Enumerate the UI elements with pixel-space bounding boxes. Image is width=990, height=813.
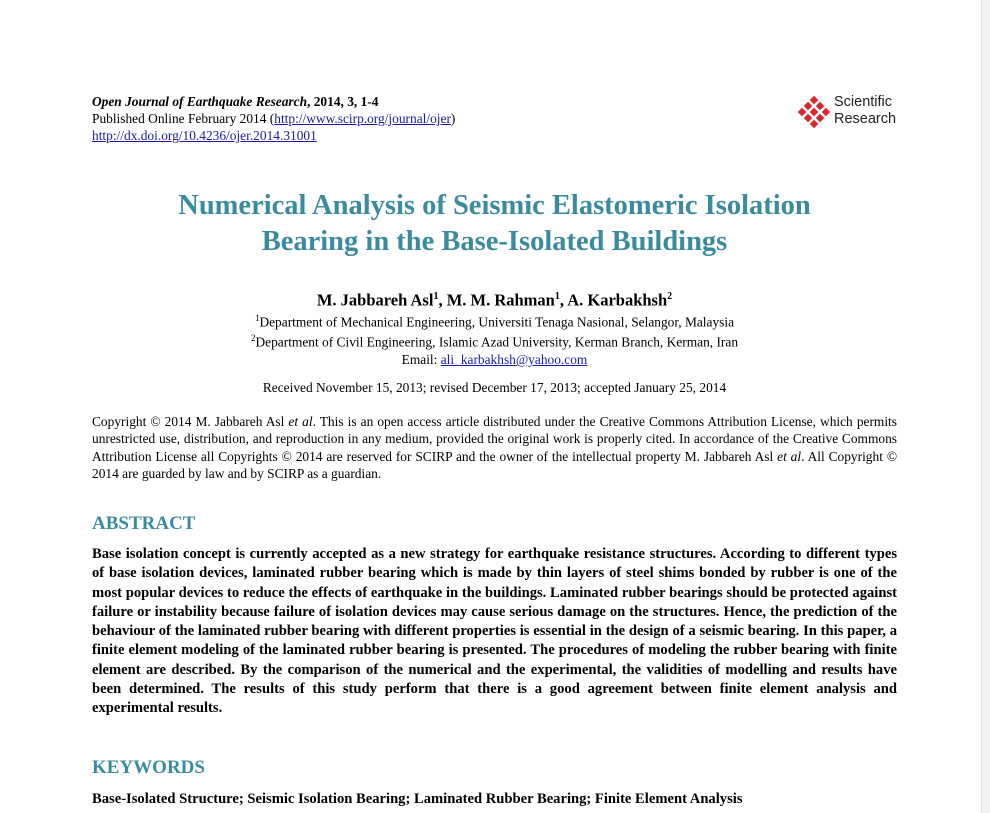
doi-line bbox=[92, 127, 652, 144]
copyright-text: . This is an open access article distributed under the Creative Commons Attribution License, which permits unrestricted use, distribution, and reproduction in any medium, provided the original work is properly cited. In accordance of the Creative Commons Attribution License all Copyrights © 2014 are reserved for SCIRP and the owner of the intellectual property M. Jabbareh Asl bbox=[92, 414, 897, 464]
email-link[interactable]: ali_karbakhsh@yahoo.com bbox=[440, 351, 588, 367]
published-prefix: Published Online February 2014 ( bbox=[92, 111, 275, 126]
abstract-body: Base isolation concept is currently accepted as a new strategy for earthquake resistance structures. According to different types of base isolation devices, laminated rubber bearing which is made by thin layers of steel shims bonded by rubber is one of the most popular devices to reduce the effects of earthquake in the buildings. Laminated rubber bearings should be protected against failure or instability because failure of isolation devices may cause serious damage on the structures. Hence, the prediction of the behaviour of the laminated rubber bearing with different properties is essential in the design of a seismic bearing. In this paper, a finite element modeling of the laminated rubber bearing is presented. The procedures of modeling the rubber bearing with finite element are described. By the comparison of the numerical and the experimental, the validities of modelling and results have been determined. The results of this study perform that there is a good agreement between finite element analysis and experimental results. bbox=[92, 546, 897, 717]
author-name: M. M. Rahman bbox=[446, 290, 555, 310]
journal-citation bbox=[92, 93, 652, 110]
journal-volume: , 2014, 3, 1-4 bbox=[307, 94, 379, 109]
email-label: Email: bbox=[401, 351, 441, 367]
abstract-heading: ABSTRACT bbox=[92, 513, 196, 534]
journal-url-link[interactable]: http://www.scirp.org/journal/ojer bbox=[274, 111, 451, 126]
keywords-heading: KEYWORDS bbox=[92, 757, 205, 778]
affiliation-line bbox=[92, 310, 897, 330]
copyright-etal: et al bbox=[777, 448, 802, 464]
author-affiliation-marker: 2 bbox=[667, 291, 673, 302]
doi-link[interactable]: http://dx.doi.org/10.4236/ojer.2014.31001 bbox=[92, 128, 317, 143]
affiliation-line bbox=[92, 330, 897, 350]
affiliation-marker: 2 bbox=[250, 333, 256, 344]
copyright-notice bbox=[92, 413, 897, 482]
author-separator: , bbox=[559, 290, 568, 310]
email-line bbox=[92, 351, 897, 368]
vertical-scrollbar[interactable] bbox=[981, 0, 990, 813]
paper-title bbox=[92, 188, 897, 260]
scientific-research-logo bbox=[796, 93, 906, 133]
copyright-text: . All Copyright © 2014 are guarded by law and by SCIRP as a guardian. bbox=[92, 448, 897, 481]
author-affiliation-marker: 1 bbox=[554, 291, 560, 302]
published-line bbox=[92, 110, 652, 127]
publisher-name-line1: Scientific bbox=[834, 94, 893, 110]
affiliation-marker: 1 bbox=[254, 313, 260, 323]
published-suffix: ) bbox=[450, 111, 456, 126]
publisher-name-line2: Research bbox=[834, 111, 897, 127]
copyright-text: Copyright © 2014 M. Jabbareh Asl bbox=[92, 414, 289, 429]
author-name: M. Jabbareh Asl bbox=[316, 290, 434, 310]
publisher-name bbox=[834, 94, 896, 128]
copyright-etal: et al bbox=[288, 414, 313, 429]
received-dates: Received November 15, 2013; revised December 17, 2013; accepted January 25, 2014 bbox=[262, 380, 727, 395]
author-affiliation-marker: 1 bbox=[433, 291, 439, 302]
affiliations bbox=[92, 310, 897, 368]
paper-title-line2: Bearing in the Base-Isolated Buildings bbox=[261, 226, 728, 257]
affiliation-text: Department of Civil Engineering, Islamic Azad University, Kerman Branch, Kerman, Iran bbox=[255, 334, 739, 350]
author-separator: , bbox=[438, 290, 447, 310]
affiliation-text: Department of Mechanical Engineering, Universiti Tenaga Nasional, Selangor, Malaysia bbox=[259, 314, 735, 330]
paper-title-line1: Numerical Analysis of Seismic Elastomeric Isolation bbox=[178, 190, 811, 221]
author-list bbox=[92, 287, 897, 311]
keywords-body: Base-Isolated Structure; Seismic Isolation Bearing; Laminated Rubber Bearing; Finite Element Analysis bbox=[92, 791, 743, 807]
diamond-cluster-icon bbox=[798, 96, 830, 128]
journal-header bbox=[92, 93, 652, 144]
author-name: A. Karbakhsh bbox=[567, 290, 668, 310]
journal-name: Open Journal of Earthquake Research bbox=[92, 94, 308, 109]
